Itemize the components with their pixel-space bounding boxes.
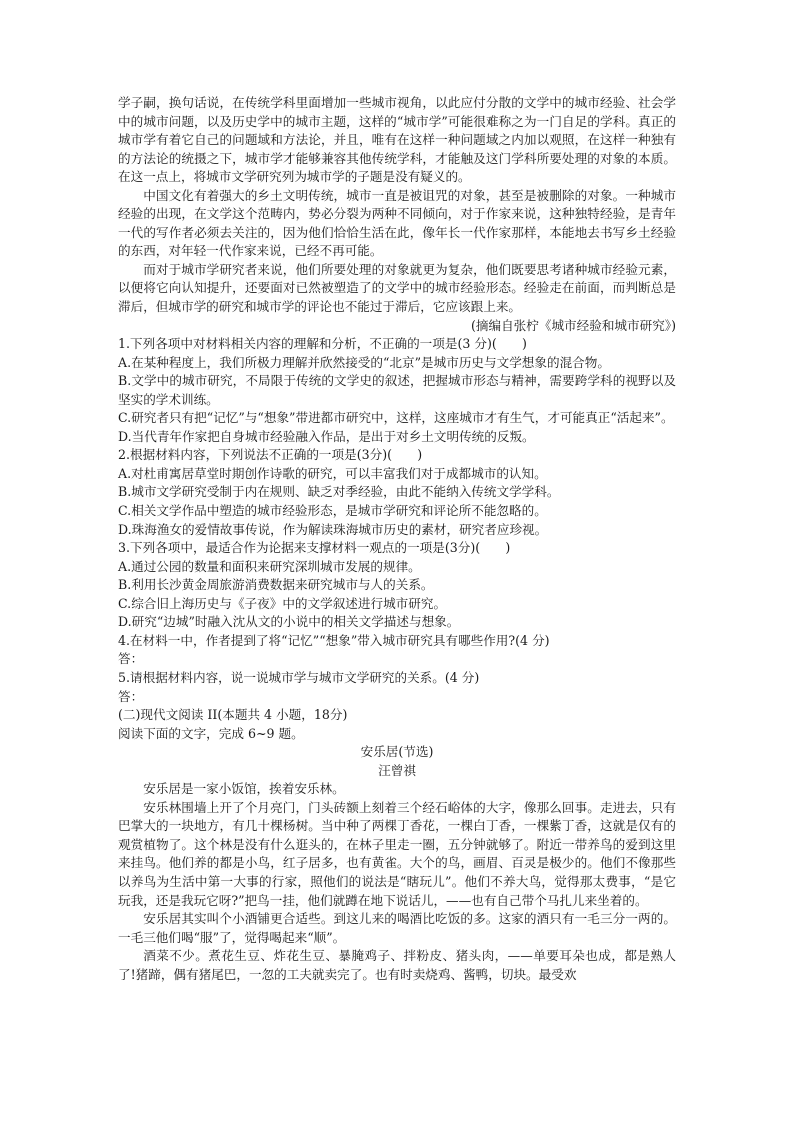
story-paragraph-1: 安乐居是一家小饭馆，挨着安乐林。 [143, 781, 345, 797]
question-1-option-a: A.在某种程度上，我们所极力理解并欣然接受的“北京”是城市历史与文学想象的混合物。 [118, 354, 610, 370]
passage1-source: (摘编自张柠《城市经验和城市研究》) [470, 317, 676, 333]
question-2-option-c: C.相关文学作品中塑造的城市经验形态，是城市学研究和评论所不能忽略的。 [118, 503, 547, 519]
story-paragraph-4: 酒菜不少。煮花生豆、炸花生豆、暴腌鸡子、拌粉皮、猪头肉，——单要耳朵也成，都是熟人了!猪蹄，偶有猪尾巴，一忽的工夫就卖完了。也有时卖烧鸡、酱鸭，切块。最受欢 [118, 948, 676, 982]
passage1-paragraph-1: 学子嗣，换句话说，在传统学科里面增加一些城市视角，以此应付分散的文学中的城市经验、社会学中的城市问题，以及历史学中的城市主题，这样的“城市学”可能很难称之为一门自足的学科。真正的城市学有着它自己的问题域和方法论，并且，唯有在这样一种问题域之内加以观照，在这样一种独有的方法论的统摄之下，城市学才能够兼容其他传统学科，才能触及这门学科所要处理的对象的本质。在这一点上，将城市文学研究列为城市学的子题是没有疑义的。 [118, 95, 676, 185]
question-5-stem: 5.请根据材料内容，说一说城市学与城市文学研究的关系。(4 分) [118, 669, 480, 685]
story-title: 安乐居(节选) [360, 744, 434, 760]
question-1-option-c: C.研究者只有把“记忆”与“想象”带进都市研究中，这样，这座城市才有生气，才可能真正“活起来”。 [118, 410, 674, 426]
question-2-option-d: D.珠海渔女的爱情故事传说，作为解读珠海城市历史的素材，研究者应珍视。 [118, 521, 548, 537]
question-1-option-d: D.当代青年作家把自身城市经验融入作品，是出于对乡土文明传统的反叛。 [118, 428, 535, 444]
question-4-answer: 答： [118, 651, 144, 667]
section2-instruction: 阅读下面的文字，完成 6~9 题。 [118, 725, 304, 741]
question-2-stem: 2.根据材料内容，下列说法不正确的一项是(3分)( ) [118, 447, 423, 463]
question-3-option-c: C.综合旧上海历史与《子夜》中的文学叙述进行城市研究。 [118, 595, 447, 611]
question-3-stem: 3.下列各项中，最适合作为论据来支撑材料一观点的一项是(3分)( ) [118, 540, 511, 556]
question-3-option-b: B.利用长沙黄金周旅游消费数据来研究城市与人的关系。 [118, 577, 434, 593]
story-paragraph-3: 安乐居其实叫个小酒铺更合适些。到这儿来的喝酒比吃饭的多。这家的酒只有一毛三分一两的。一毛三他们喝“服”了，觉得喝起来“顺”。 [118, 911, 676, 945]
story-author: 汪曾祺 [378, 762, 416, 778]
section2-heading: (二)现代文阅读 II(本题共 4 小题，18分) [118, 707, 348, 723]
passage1-paragraph-2: 中国文化有着强大的乡土文明传统，城市一直是被诅咒的对象，甚至是被删除的对象。一种城市经验的出现，在文学这个范畴内，势必分裂为两种不同倾向，对于作家来说，这种独特经验，是青年一代的写作者必须去关注的，因为他们恰恰生活在此，像年长一代作家那样，本能地去书写乡土经验的东西，对年轻一代作家来说，已经不再可能。 [118, 187, 676, 259]
question-2-option-a: A.对杜甫寓居草堂时期创作诗歌的研究，可以丰富我们对于成都城市的认知。 [118, 465, 547, 481]
question-1-option-b: B.文学中的城市研究，不局限于传统的文学史的叙述，把握城市形态与精神，需要跨学科的视野以及坚实的学术训练。 [118, 373, 676, 407]
question-2-option-b: B.城市文学研究受制于内在规则、缺乏对季经验，由此不能纳入传统文学学科。 [118, 484, 560, 500]
passage1-paragraph-3: 而对于城市学研究者来说，他们所要处理的对象就更为复杂，他们既要思考诸种城市经验元素，以便将它向认知提升，还要面对已然被塑造了的文学中的城市经验形态。经验走在前面，而判断总是滞后，但城市学的研究和城市学的评论也不能过于滞后，它应该跟上来。 [118, 261, 676, 315]
document-page [118, 94, 676, 984]
question-3-option-d: D.研究“边城”时融入沈从文的小说中的相关文学描述与想象。 [118, 614, 460, 630]
story-paragraph-2: 安乐林围墙上开了个月亮门，门头砖额上刻着三个经石峪体的大字，像那么回事。走进去，只有巴掌大的一块地方，有几十棵杨树。当中种了两棵丁香花，一棵白丁香，一棵紫丁香，这就是仅有的观赏植物了。这个林是没有什么逛头的，在林子里走一圈，五分钟就够了。附近一带养鸟的爱到这里来挂鸟。他们养的都是小鸟，红子居多，也有黄雀。大个的鸟，画眉、百灵是极少的。他们不像那些以养鸟为生活中第一大事的行家，照他们的说法是“瞎玩儿”。他们不养大鸟，觉得那太费事，“是它玩我，还是我玩它呀?”把鸟一挂，他们就蹲在地下说话儿，——也有自己带个马扎儿来坐着的。 [118, 799, 676, 908]
question-5-answer: 答： [118, 688, 144, 704]
question-4-stem: 4.在材料一中，作者提到了将“记忆”“想象”带入城市研究具有哪些作用?(4 分) [118, 632, 550, 648]
question-1-stem: 1.下列各项中对材料相关内容的理解和分析，不正确的一项是(3 分)( ) [118, 336, 527, 352]
question-3-option-a: A.通过公园的数量和面积来研究深圳城市发展的规律。 [118, 558, 421, 574]
